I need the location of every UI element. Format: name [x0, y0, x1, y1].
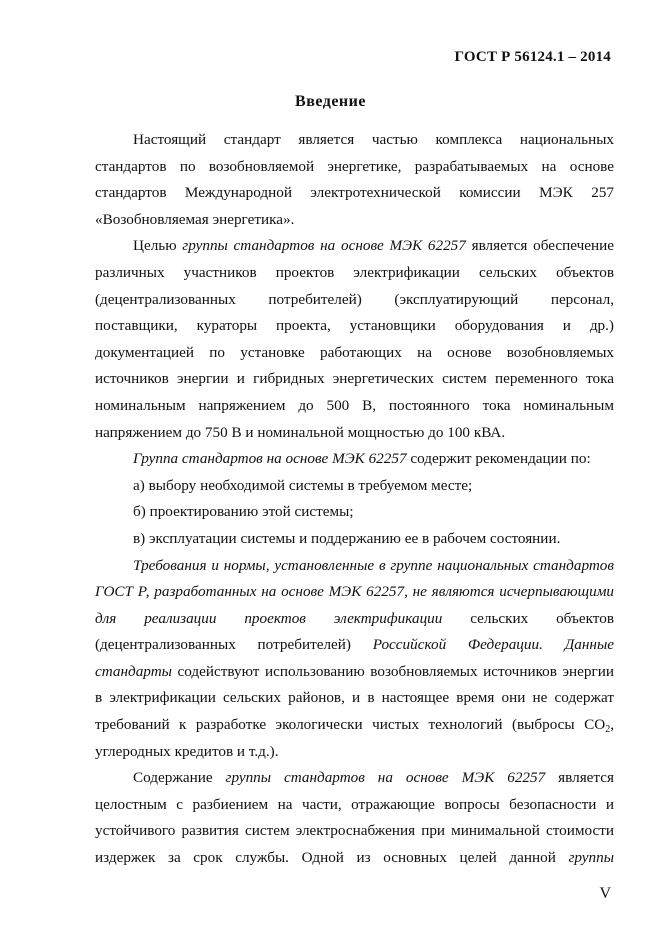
paragraph-contents [95, 446, 614, 473]
paragraph-intro: Настоящий стандарт является частью комплекса национальных стандартов по возобновляемой энергетике, разрабатываемых на основе стандартов Международной электротехнической комиссии МЭК 257 «Возобновляемая энергетика». [95, 131, 614, 228]
list-item: в) эксплуатации системы и поддержанию ее в рабочем состоянии. [133, 529, 561, 547]
list-item: а) выбору необходимой системы в требуемом месте; [133, 476, 473, 494]
italic-span: Требования и нормы, установленные в группе национальных стандартов ГОСТ Р, разработанных на основе МЭК 62257, не являются исчерпывающими для реализации проектов электрификации [95, 556, 614, 627]
italic-span: Российской Федерации. Данные стандарты [95, 636, 614, 680]
text-span: , углеродных кредитов и т.д.). [95, 716, 614, 760]
paragraph-purpose [95, 233, 614, 446]
document-code-header: ГОСТ Р 56124.1 – 2014 [454, 49, 611, 65]
text-span: является обеспечение различных участников проектов электрификации сельских объектов (децентрализованных потребителей) (эксплуатирующий персонал, поставщики, кураторы проекта, установщики оборудования и др.) документацией по установке работающих на основе возобновляемых источников энергии и гибридных энергетических систем переменного тока номинальным напряжением до 500 В, постоянного тока номинальным напряжением до 750 В и номинальной мощностью до 100 кВА. [95, 237, 614, 441]
text-span: сельских объектов (децентрализованных потребителей) [95, 609, 614, 654]
text-span: содействуют использованию возобновляемых источников энергии в электрификации сельских районов, и в настоящее время они не содержат требований к разработке экологически чистых технологий (выбросы CO [95, 662, 614, 734]
paragraph-content-structure [95, 765, 614, 871]
section-title: Введение [295, 93, 366, 110]
document-body [95, 127, 614, 872]
subscript: 2 [605, 724, 611, 736]
text-span: содержит рекомендации по: [406, 450, 591, 468]
italic-span: группы стандартов на основе МЭК 62257 [225, 769, 546, 787]
italic-span: группы [568, 849, 614, 867]
text-span: Содержание [133, 769, 226, 787]
italic-span: группы стандартов на основе МЭК 62257 [182, 237, 466, 255]
list-item: б) проектированию этой системы; [133, 503, 354, 521]
italic-span: Группа стандартов на основе МЭК 62257 [133, 450, 407, 468]
text-span: Целью [133, 237, 183, 255]
text-span: является целостным с разбиением на части, отражающие вопросы безопасности и устойчивого развития систем электроснабжения при минимальной стоимости издержек за срок службы. Одной из основных целей данной [95, 769, 614, 867]
page-number: V [599, 885, 611, 902]
paragraph-requirements [95, 553, 614, 766]
